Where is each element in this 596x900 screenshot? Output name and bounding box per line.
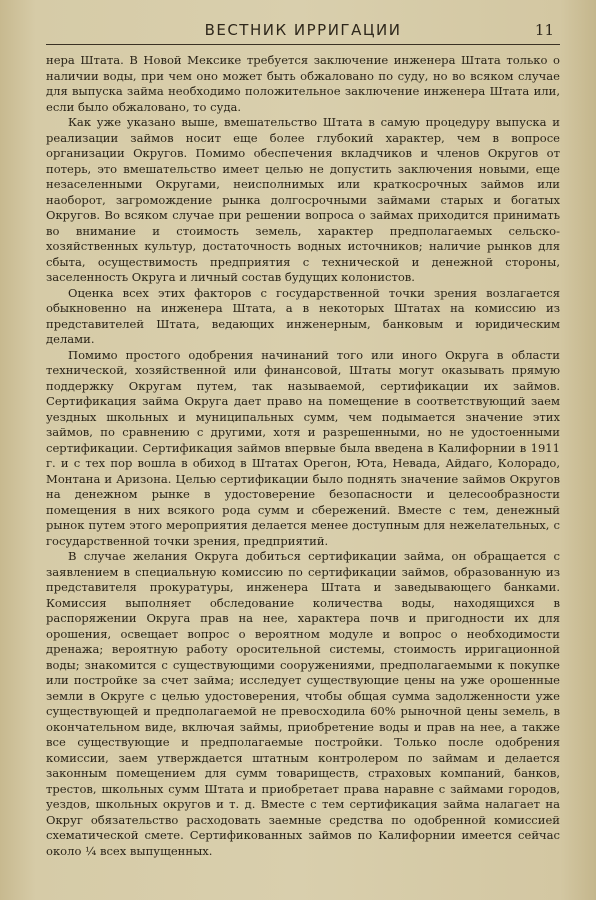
article-body bbox=[46, 53, 560, 859]
paragraph: Помимо простого одобрения начинаний того или иного Округа в области технической, хозяйственной или финансовой, Штаты могут оказывать прямую поддержку Округам путем, так называемой, сертификации их займов. Сертификация займа Округа дает право на помещение в соответствующий заем уездных школьных и муниципальных сумм, чем подымается значение этих займов, по сравнению с другими, хотя и разрешенными, но не удостоенными сертификации. Сертификация займов впервые была введена в Калифорнии в 1911 г. и с тех пор вошла в обиход в Штатах Орегон, Юта, Невада, Айдаго, Колорадо, Монтана и Аризона. Целью сертификации было поднять значение займов Округов на денежном рынке в удостоверение безопасности и целесообразности помещения в них всякого рода сумм и сбережений. Вместе с тем, денежный рынок путем этого мероприятия делается менее доступным для нежелательных, с государственной точки зрения, предприятий. bbox=[46, 347, 560, 548]
paragraph: Как уже указано выше, вмешательство Штата в самую процедуру выпуска и реализации займов носит еще более глубокий характер, чем в вопросе организации Округов. Помимо обеспечения вкладчиков и членов Округов от потерь, это вмешательство имеет целью не допустить заключения новыми, еще незаселенными Округами, неисполнимых или краткосрочных займов или наоборот, загромождение рынка долгосрочными займами старых и богатых Округов. Во всяком случае при решении вопроса о займах приходится принимать во внимание и стоимость земель, характер предполагаемых сельско-хозяйственных культур, достаточность водных источников; наличие рынков для сбыта, осуществимость предприятия с технической и денежной стороны, заселенность Округа и личный состав будущих колонистов. bbox=[46, 115, 560, 284]
paragraph: нера Штата. В Новой Мексике требуется заключение инженера Штата только о наличии воды, при чем оно может быть обжаловано по суду, но во всяком случае для выпуска займа необходимо положительное заключение инженера Штата или, если было обжаловано, то суда. bbox=[46, 53, 560, 114]
paragraph: В случае желания Округа добиться сертификации займа, он обращается с заявлением в специальную комиссию по сертификации займов, образованную из представителя прокуратуры, инженера Штата и заведывающего банками. Комиссия выполняет обследование количества воды, находящихся в распоряжении Округа прав на нее, характера почв и пригодности их для орошения, освещает вопрос о вероятном модуле и вопрос о необходимости дренажа; вероятную работу оросительной системы, стоимость ирригационной воды; знакомится с существующими сооружениями, предполагаемыми к покупке или постройке за счет займа; исследует существующие цены на уже орошенные земли в Округе с целью удостоверения, чтобы общая сумма задолженности уже существующей и предполагаемой не превосходила 60% рыночной цены земель, в окончательном виде, включая займы, приобретение воды и прав на нее, а также все существующие и предполагаемые постройки. Только после одобрения комиссии, заем утверждается штатным контролером по займам и делается законным помещением для сумм товариществ, страховых компаний, банков, трестов, школьных сумм Штата и приобретает права наравне с займами городов, уездов, школьных округов и т. д. Вместе с тем сертификация займа налагает на Округ обязательство расходовать заемные средства по одобренной комиссией схематической смете. Сертификованных займов по Калифорнии имеется сейчас около ¼ всех выпущенных. bbox=[46, 549, 560, 858]
running-header bbox=[46, 18, 560, 45]
paragraph: Оценка всех этих факторов с государственной точки зрения возлагается обыкновенно на инженера Штата, а в некоторых Штатах на комиссию из представителей Штата, ведающих инженерным, банковым и юридическим делами. bbox=[46, 285, 560, 346]
journal-title: ВЕСТНИК ИРРИГАЦИИ bbox=[204, 21, 402, 39]
page-number: 11 bbox=[534, 21, 554, 39]
